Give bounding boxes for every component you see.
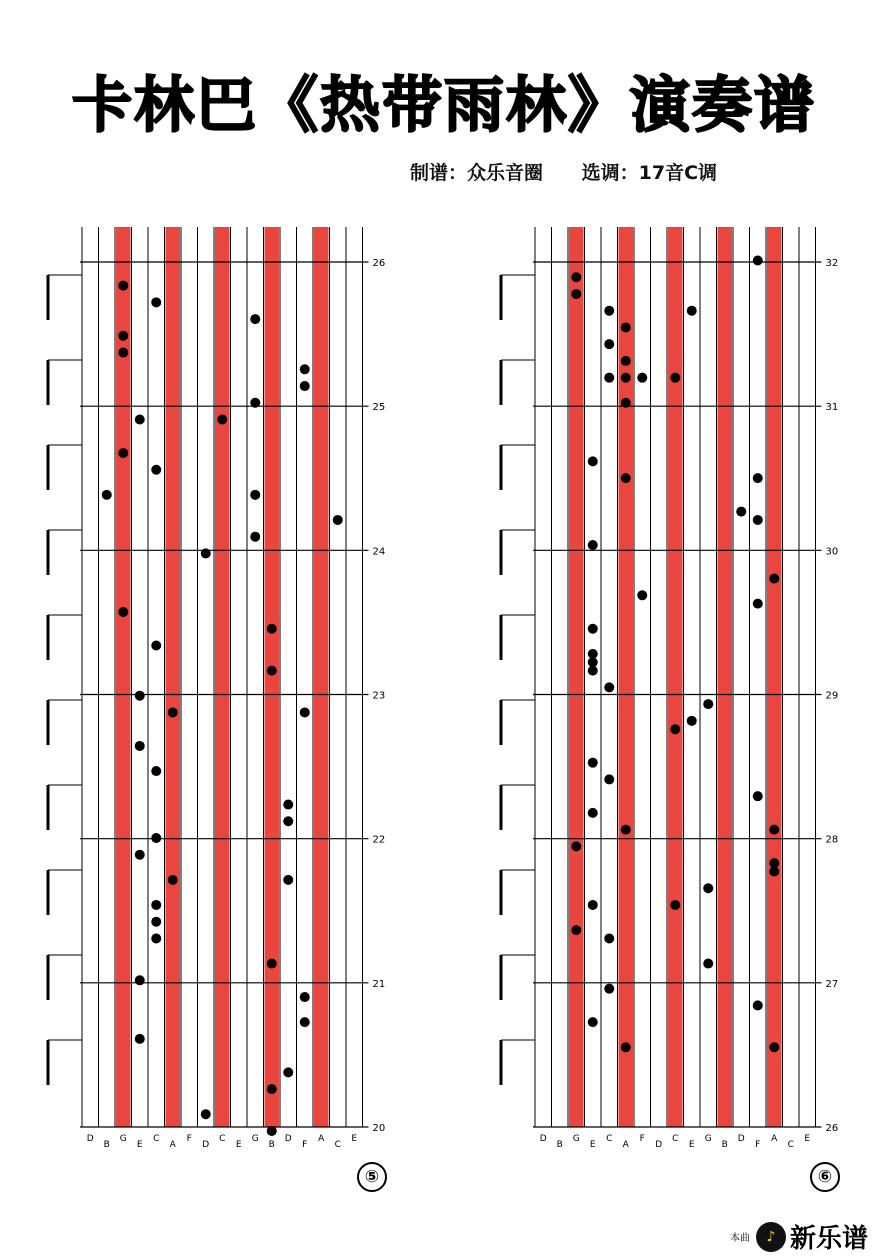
note — [703, 699, 713, 709]
note — [571, 272, 581, 282]
note — [571, 925, 581, 935]
note — [267, 666, 277, 676]
note — [621, 825, 631, 835]
note — [250, 532, 260, 542]
note — [753, 255, 763, 265]
note — [168, 875, 178, 885]
note — [670, 373, 680, 383]
measure-number: 21 — [372, 978, 386, 990]
key-letter: F — [302, 1140, 308, 1150]
key-letter: A — [771, 1134, 778, 1144]
key-letter: B — [103, 1140, 110, 1150]
note — [670, 724, 680, 734]
note — [151, 833, 161, 843]
note — [769, 866, 779, 876]
note — [687, 306, 697, 316]
note — [604, 984, 614, 994]
note — [135, 741, 145, 751]
note — [300, 707, 310, 717]
note — [588, 666, 598, 676]
note — [588, 624, 598, 634]
credits — [410, 158, 749, 185]
note — [604, 339, 614, 349]
note — [135, 850, 145, 860]
note — [621, 1042, 631, 1052]
key-letter: C — [672, 1134, 679, 1144]
note — [588, 456, 598, 466]
brand-logo — [730, 1218, 868, 1255]
note — [621, 322, 631, 332]
key-letter: D — [202, 1140, 210, 1150]
key-letter: A — [622, 1140, 629, 1150]
note — [250, 398, 260, 408]
note — [267, 1126, 277, 1136]
note — [703, 883, 713, 893]
note — [151, 465, 161, 475]
key-letter: E — [804, 1134, 811, 1144]
page-number: ⑤ — [357, 1162, 387, 1192]
note — [217, 415, 227, 425]
key-letter: G — [251, 1134, 259, 1144]
red-key-band — [116, 227, 131, 1127]
key-letter: A — [169, 1140, 176, 1150]
score-page-5 — [40, 225, 386, 1155]
key-letter: D — [539, 1134, 547, 1144]
key-letter: E — [688, 1140, 695, 1150]
note — [151, 900, 161, 910]
measure-number: 23 — [372, 690, 386, 702]
note — [753, 599, 763, 609]
rhythm-stems — [501, 275, 535, 1085]
page-title: 卡林巴《热带雨林》演奏谱 — [72, 71, 816, 141]
key-letter: C — [334, 1140, 341, 1150]
note — [753, 791, 763, 801]
key-letter: D — [655, 1140, 663, 1150]
note — [151, 917, 161, 927]
key-letter: D — [284, 1134, 292, 1144]
note — [621, 473, 631, 483]
note — [283, 800, 293, 810]
note — [300, 992, 310, 1002]
note — [250, 314, 260, 324]
note — [604, 933, 614, 943]
red-key-band — [767, 227, 782, 1127]
note — [135, 975, 145, 985]
rhythm-stems — [48, 275, 82, 1085]
key-letter: G — [572, 1134, 580, 1144]
key-letter: D — [737, 1134, 745, 1144]
note — [687, 716, 697, 726]
measure-number: 26 — [372, 258, 386, 269]
key-letter: B — [721, 1140, 728, 1150]
note — [267, 624, 277, 634]
note — [769, 1042, 779, 1052]
brand-name: 新乐谱 — [790, 1224, 869, 1254]
note — [588, 540, 598, 550]
note — [769, 574, 779, 584]
note — [571, 841, 581, 851]
note — [118, 281, 128, 291]
note — [151, 933, 161, 943]
red-key-band — [569, 227, 584, 1127]
note — [571, 289, 581, 299]
note — [283, 875, 293, 885]
note — [151, 766, 161, 776]
note — [300, 1017, 310, 1027]
red-key-band — [718, 227, 733, 1127]
note — [637, 373, 647, 383]
key-letter: F — [186, 1134, 192, 1144]
note — [703, 959, 713, 969]
note — [151, 297, 161, 307]
measure-number: 25 — [372, 402, 386, 414]
note — [283, 816, 293, 826]
note — [300, 364, 310, 374]
note — [102, 490, 112, 500]
note — [118, 448, 128, 458]
note — [604, 682, 614, 692]
note — [135, 691, 145, 701]
key-letter: A — [318, 1134, 325, 1144]
note — [201, 548, 211, 558]
note — [250, 490, 260, 500]
measure-number: 29 — [825, 690, 839, 702]
measure-number: 32 — [825, 258, 839, 269]
note — [267, 1084, 277, 1094]
note — [267, 959, 277, 969]
note — [621, 356, 631, 366]
measure-number: 20 — [372, 1123, 386, 1134]
key-letter: C — [219, 1134, 226, 1144]
note — [118, 607, 128, 617]
note — [621, 398, 631, 408]
note — [753, 473, 763, 483]
measure-number: 22 — [372, 834, 386, 846]
key-letter: F — [639, 1134, 645, 1144]
key-letter: C — [153, 1134, 160, 1144]
key-letter: C — [787, 1140, 794, 1150]
note — [604, 306, 614, 316]
note — [588, 758, 598, 768]
measure-number: 28 — [825, 834, 839, 846]
note — [168, 707, 178, 717]
note — [283, 1067, 293, 1077]
page-number: ⑥ — [810, 1162, 840, 1192]
note — [151, 641, 161, 651]
brand-prefix: 本曲 — [730, 1233, 750, 1244]
note — [333, 515, 343, 525]
note — [753, 1000, 763, 1010]
key-letter: B — [268, 1140, 275, 1150]
red-key-band — [314, 227, 329, 1127]
key-letter: E — [589, 1140, 596, 1150]
note — [604, 373, 614, 383]
key-letter: E — [351, 1134, 358, 1144]
note — [201, 1109, 211, 1119]
note — [118, 331, 128, 341]
measure-number: 31 — [825, 402, 839, 414]
red-key-band — [668, 227, 683, 1127]
key-credit: 选调：17音C调 — [581, 162, 718, 184]
key-letter: G — [119, 1134, 127, 1144]
key-letter: C — [606, 1134, 613, 1144]
measure-number: 26 — [825, 1123, 839, 1134]
score-page-6 — [493, 225, 839, 1155]
note — [135, 415, 145, 425]
measure-number: 30 — [825, 546, 839, 558]
red-key-band — [265, 227, 280, 1127]
note — [604, 774, 614, 784]
key-letter: E — [235, 1140, 242, 1150]
key-letter: D — [86, 1134, 94, 1144]
note — [736, 507, 746, 517]
note — [300, 381, 310, 391]
key-letter: B — [556, 1140, 563, 1150]
key-letter: F — [755, 1140, 761, 1150]
note — [118, 348, 128, 358]
key-letter: E — [136, 1140, 143, 1150]
note — [637, 590, 647, 600]
measure-number: 24 — [372, 546, 386, 558]
note — [769, 825, 779, 835]
red-key-band — [215, 227, 230, 1127]
note — [588, 900, 598, 910]
note — [588, 808, 598, 818]
note — [621, 373, 631, 383]
music-note-icon: ♪ — [756, 1222, 786, 1252]
note — [670, 900, 680, 910]
measure-number: 27 — [825, 978, 839, 990]
note — [135, 1034, 145, 1044]
note — [588, 1017, 598, 1027]
note — [753, 515, 763, 525]
key-letter: G — [704, 1134, 712, 1144]
arranger-credit: 制谱：众乐音圈 — [410, 162, 544, 184]
red-key-band — [166, 227, 181, 1127]
